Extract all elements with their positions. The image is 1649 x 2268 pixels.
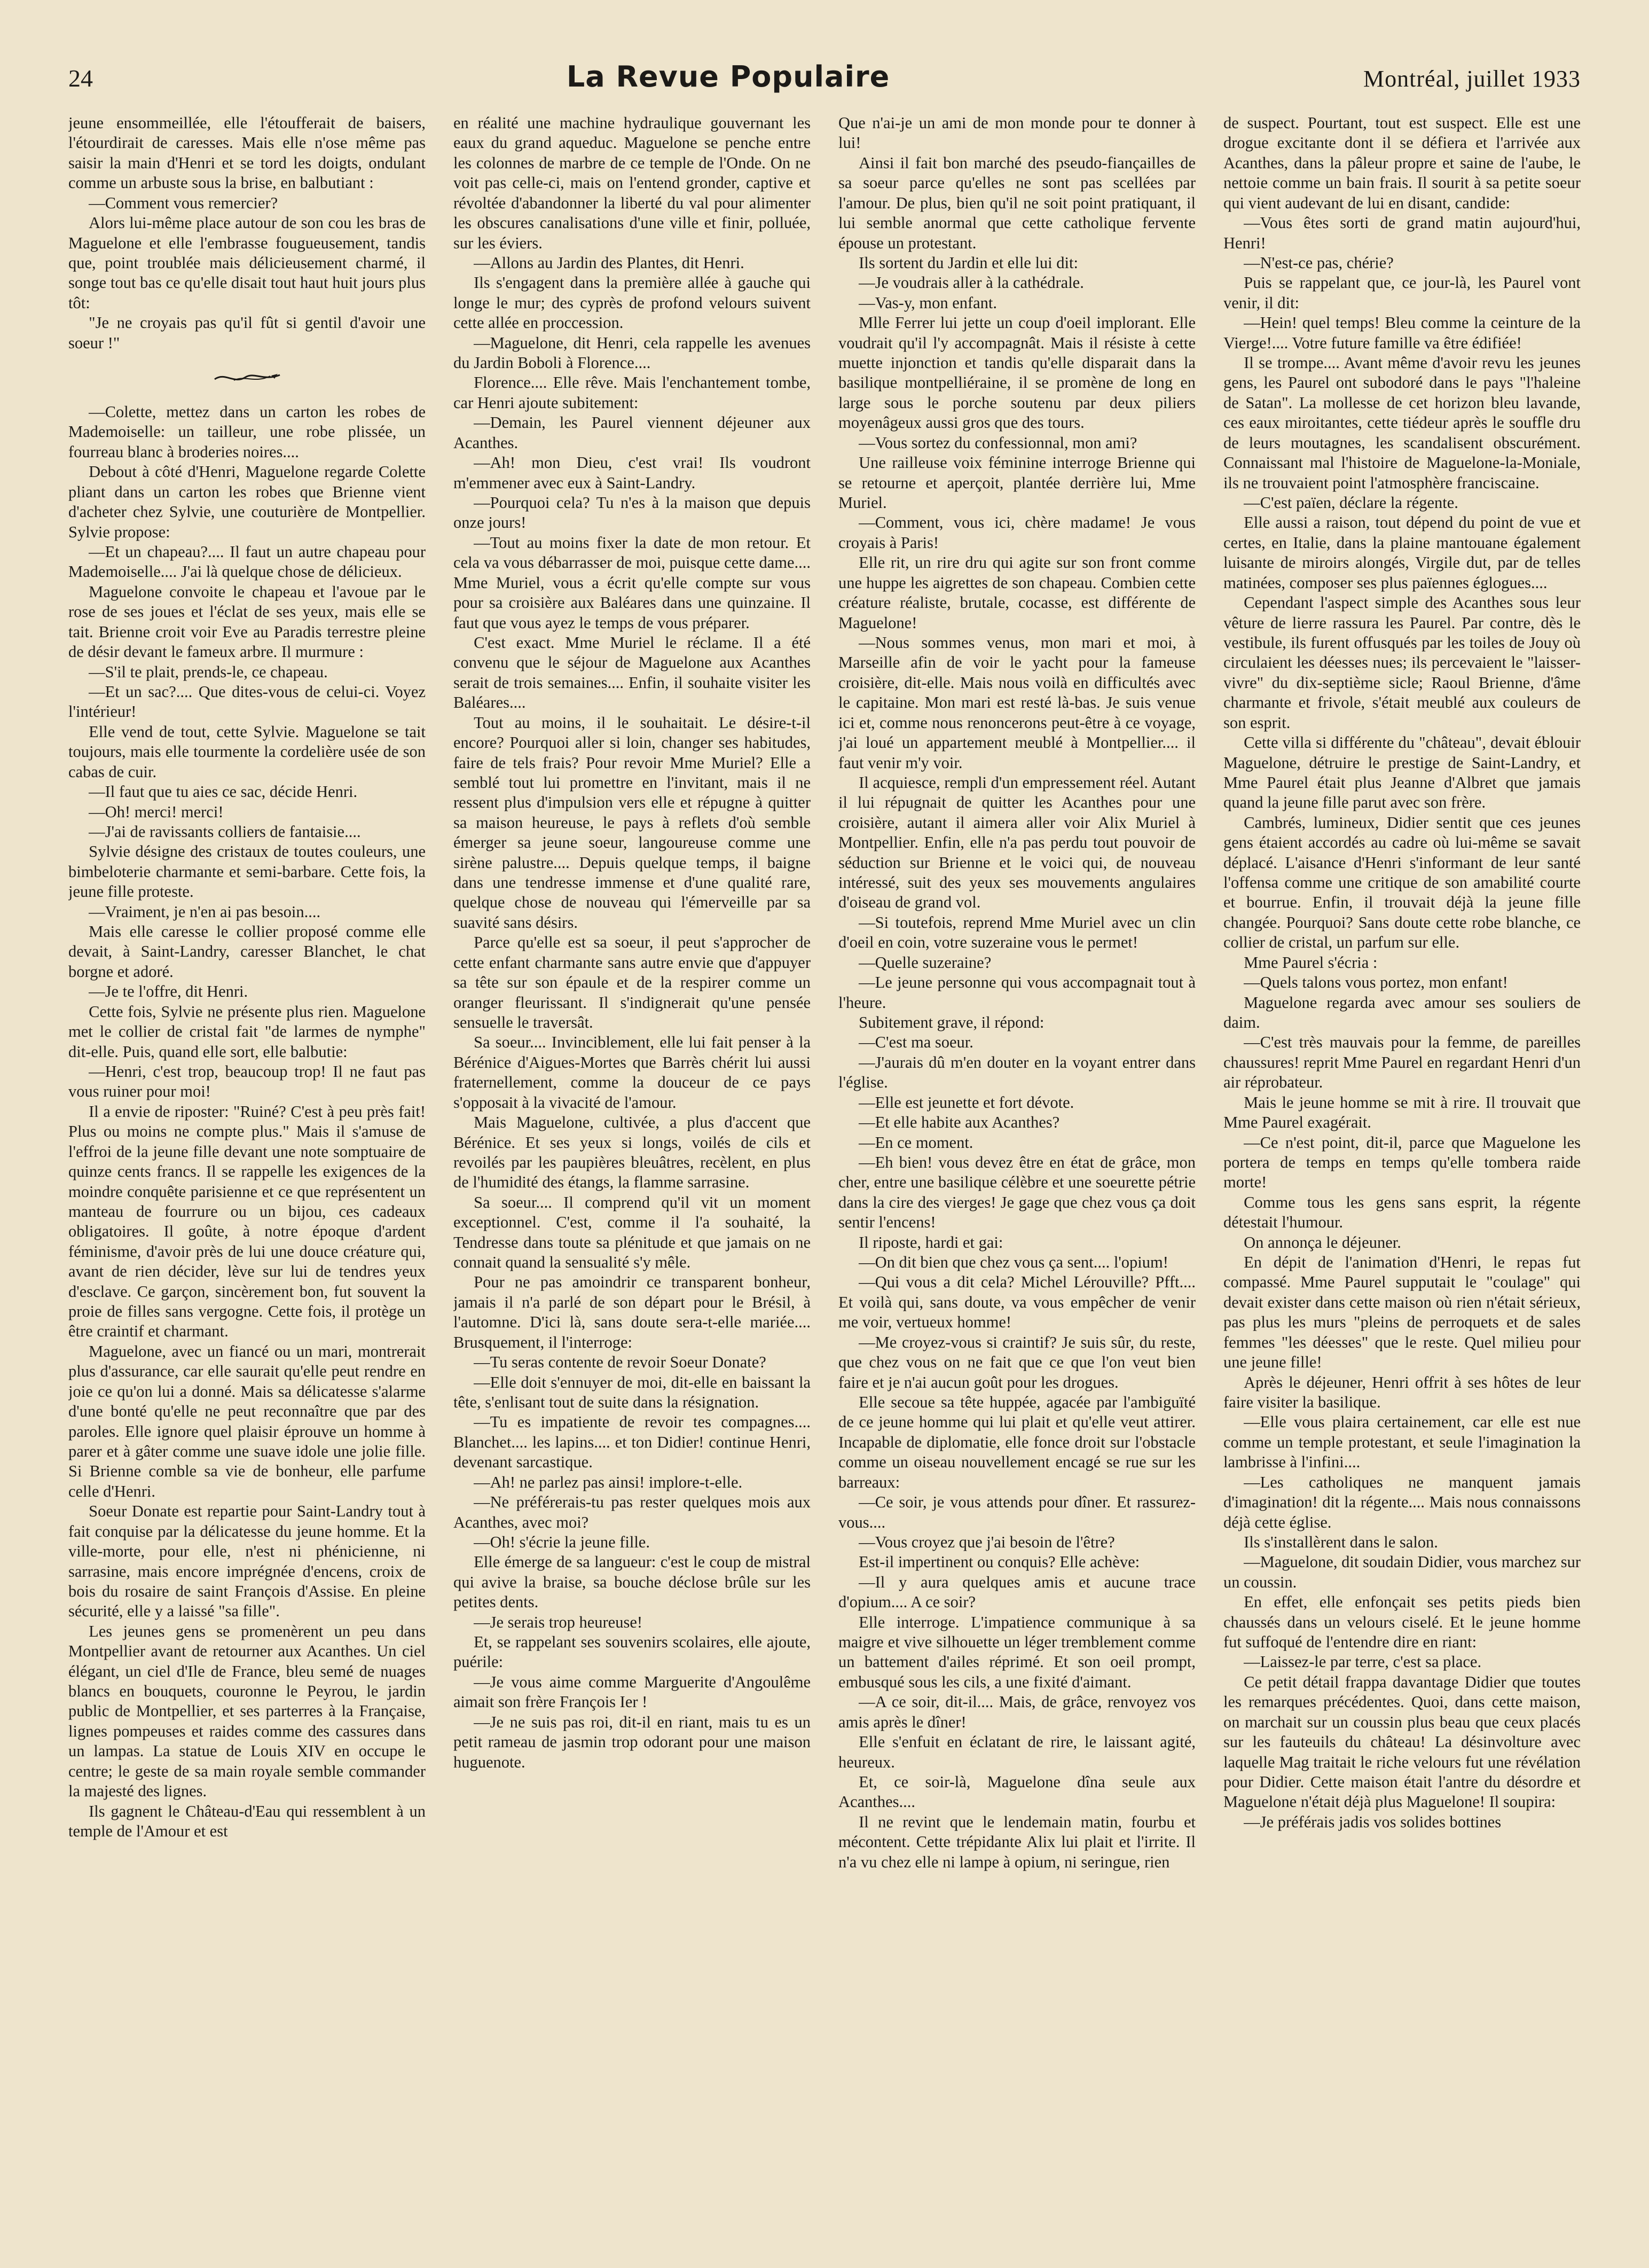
paragraph: Cependant l'aspect simple des Acanthes sous leur vêture de lierre rassura les Paurel. Par contre, dès le vestibule, ils furent offusqués par les toiles de Jouy où circulaient les déesses nues; ils percevaient le "laisser-vivre" du dix-septième sicle; Raoul Brienne, d'âme charmante et frivole, s'était meublé aux couleurs de son esprit. — [1223, 593, 1581, 732]
paragraph: Elle interroge. L'impatience communique à sa maigre et vive silhouette un léger tremblement comme un battement d'ailes réprimé. Et son oeil prompt, embusqué sous les cils, a une fixité d'aimant. — [838, 1613, 1196, 1691]
paragraph: Mais elle caresse le collier proposé comme elle devait, à Saint-Landry, caresser Blanchet, le chat borgne et adoré. — [68, 922, 426, 981]
paragraph: Que n'ai-je un ami de mon monde pour te donner à lui! — [838, 114, 1196, 152]
paragraph: Pour ne pas amoindrir ce transparent bonheur, jamais il n'a parlé de son départ pour le Brésil, à l'automne. D'ici là, sans doute sera-t-elle mariée.... Brusquement, il l'interroge: — [453, 1273, 811, 1351]
paragraph: en réalité une machine hydraulique gouvernant les eaux du grand aqueduc. Maguelone se penche entre les colonnes de marbre de ce temple de l'Onde. On ne voit pas celle-ci, mais on l'entend gronder, captive et révoltée d'abandonner la liberté du val pour alimenter les obscures canalisations d'une ville et finir, polluée, sur les éviers. — [453, 114, 811, 252]
paragraph: Sa soeur.... Invinciblement, elle lui fait penser à la Bérénice d'Aigues-Mortes que Barrès chérit lui aussi fraternellement, comme la douceur de ce pays s'opposait à la vivacité de l'amour. — [453, 1033, 811, 1112]
paragraph: jeune ensommeillée, elle l'étoufferait de baisers, l'étourdirait de caresses. Mais elle n'ose même pas saisir la main d'Henri et se tord les doigts, ondulant comme un arbuste sous la brise, en balbutiant : — [68, 114, 426, 192]
column-4 — [1223, 113, 1581, 2228]
paragraph: —Je voudrais aller à la cathédrale. — [859, 273, 1084, 292]
paragraph: Et, se rappelant ses souvenirs scolaires, elle ajoute, puérile: — [453, 1633, 811, 1671]
paragraph: Maguelone regarda avec amour ses souliers de daim. — [1223, 993, 1581, 1031]
paragraph: —Vas-y, mon enfant. — [859, 293, 998, 312]
paragraph: On annonça le déjeuner. — [1244, 1233, 1401, 1252]
paragraph: —Hein! quel temps! Bleu comme la ceinture de la Vierge!.... Votre future famille va être édifiée! — [1223, 314, 1581, 352]
paragraph: —En ce moment. — [859, 1133, 973, 1152]
column-2 — [453, 113, 811, 2228]
paragraph: —Ce soir, je vous attends pour dîner. Et rassurez-vous.... — [838, 1493, 1196, 1531]
paragraph: Il ne revint que le lendemain matin, fourbu et mécontent. Cette trépidante Alix lui plait et l'irrite. Il n'a vu chez elle ni lampe à opium, ni seringue, rien — [838, 1812, 1196, 1871]
paragraph: Mais Maguelone, cultivée, a plus d'accent que Bérénice. Et ses yeux si longs, voilés de cils et revoilés par les paupières bleuâtres, recèlent, en plus de l'humidité des étangs, la flamme sarrasine. — [453, 1113, 811, 1192]
paragraph: Sa soeur.... Il comprend qu'il vit un moment exceptionnel. C'est, comme il l'a souhaité, la Tendresse dans toute sa plénitude et que jamais on ne connait quand la sensualité s'y mêle. — [453, 1193, 811, 1272]
paragraph: —Quels talons vous portez, mon enfant! — [1244, 973, 1508, 992]
paragraph: Cette fois, Sylvie ne présente plus rien. Maguelone met le collier de cristal fait "de larmes de nymphe" dit-elle. Puis, quand elle sort, elle balbutie: — [68, 1002, 426, 1061]
paragraph: —J'aurais dû m'en douter en la voyant entrer dans l'église. — [838, 1053, 1196, 1092]
paragraph: —Laissez-le par terre, c'est sa place. — [1244, 1653, 1482, 1671]
paragraph: —Vous êtes sorti de grand matin aujourd'hui, Henri! — [1223, 214, 1581, 252]
paragraph: Une railleuse voix féminine interroge Brienne qui se retourne et aperçoit, plantée derrière lui, Mme Muriel. — [838, 453, 1196, 512]
column-3 — [838, 113, 1196, 2228]
paragraph: —Ne préférerais-tu pas rester quelques mois aux Acanthes, avec moi? — [453, 1493, 811, 1531]
paragraph: Cambrés, lumineux, Didier sentit que ces jeunes gens étaient accordés au cadre où lui-même se savait déplacé. L'aisance d'Henri s'informant de leur santé l'offensa comme une critique de son amabilité courte et bourrue. Enfin, il trouvait déjà la jeune fille changée. Pourquoi? Sans doute cette robe blanche, ce collier de cristal, un parfum sur elle. — [1223, 813, 1581, 952]
paragraph: —Je ne suis pas roi, dit-il en riant, mais tu es un petit rameau de jasmin trop odorant pour une maison huguenote. — [453, 1712, 811, 1771]
paragraph: Florence.... Elle rêve. Mais l'enchantement tombe, car Henri ajoute subitement: — [453, 373, 811, 412]
paragraph: —Ah! ne parlez pas ainsi! implore-t-elle. — [474, 1473, 743, 1491]
paragraph: Et, ce soir-là, Maguelone dîna seule aux Acanthes.... — [838, 1773, 1196, 1811]
paragraph: —A ce soir, dit-il.... Mais, de grâce, renvoyez vos amis après le dîner! — [838, 1693, 1196, 1731]
paragraph: Il se trompe.... Avant même d'avoir revu les jeunes gens, les Paurel ont subodoré dans le pays "l'haleine de Satan". La mollesse de cet horizon bleu lavande, ces eaux miroitantes, cette tiédeur après le souffle dru de leurs moutagnes, les scandalisent obscurément. Connaissant mal l'histoire de Maguelone-la-Moniale, ils ne trouvaient point l'atmosphère franciscaine. — [1223, 354, 1581, 492]
paragraph: Ils sortent du Jardin et elle lui dit: — [859, 253, 1078, 272]
paragraph: —J'ai de ravissants colliers de fantaisie.... — [89, 822, 361, 841]
paragraph: —Tout au moins fixer la date de mon retour. Et cela va vous débarrasser de moi, puisque cette dame.... Mme Muriel, vous a écrit qu'elle compte sur vous pour sa croisière aux Baléares dans une quinzaine. Il faut que vous ayez le temps de vous préparer. — [453, 533, 811, 632]
paragraph: —Maguelone, dit Henri, cela rappelle les avenues du Jardin Boboli à Florence.... — [453, 333, 811, 372]
paragraph: Soeur Donate est repartie pour Saint-Landry tout à fait conquise par la délicatesse du jeune homme. Et la ville-morte, pour elle, n'est ni phénicienne, ni sarrasine, mais encore imprégnée d'encens, croix de bois du rosaire de saint François d'Assise. En pleine sécurité, elle y a laissé "sa fille". — [68, 1502, 426, 1621]
paragraph: —Elle est jeunette et fort dévote. — [859, 1093, 1074, 1112]
page-number: 24 — [68, 65, 93, 92]
paragraph: —Tu seras contente de revoir Soeur Donate? — [474, 1353, 766, 1372]
paragraph: Elle émerge de sa langueur: c'est le coup de mistral qui avive la braise, sa bouche déclose brûle sur les petites dents. — [453, 1553, 811, 1612]
paragraph: —C'est ma soeur. — [859, 1033, 973, 1052]
paragraph: Elle aussi a raison, tout dépend du point de vue et certes, en Italie, dans la plaine mantouane également luisante de miroirs alongés, Virgile dut, par de telles matinées, composer ses plus païennes églogues.... — [1223, 513, 1581, 592]
paragraph: En dépit de l'animation d'Henri, le repas fut compassé. Mme Paurel supputait le "coulage" qui devait exister dans cette maison où rien n'était sérieux, pas plus les murs "pleins de perroquets et de sales femmes "les déesses" que le reste. Quel milieu pour une jeune fille! — [1223, 1253, 1581, 1372]
paragraph: —Pourquoi cela? Tu n'es à la maison que depuis onze jours! — [453, 494, 811, 532]
paragraph: —Comment vous remercier? — [89, 193, 278, 212]
section-ornament-icon — [68, 353, 426, 402]
paragraph: Subitement grave, il répond: — [859, 1013, 1045, 1031]
paragraph: Ainsi il fait bon marché des pseudo-fiançailles de sa soeur parce qu'elles ne sont pas scellées par l'amour. De plus, bien qu'il ne soit point pratiquant, il lui semble anormal que cette catholique fervente épouse un protestant. — [838, 153, 1196, 252]
article-columns — [68, 113, 1581, 2228]
paragraph: Puis se rappelant que, ce jour-là, les Paurel vont venir, il dit: — [1223, 273, 1581, 312]
paragraph: Après le déjeuner, Henri offrit à ses hôtes de leur faire visiter la basilique. — [1223, 1373, 1581, 1411]
paragraph: —Il y aura quelques amis et aucune trace d'opium.... A ce soir? — [838, 1573, 1196, 1612]
paragraph: —Le jeune personne qui vous accompagnait tout à l'heure. — [838, 973, 1196, 1012]
paragraph: —Comment, vous ici, chère madame! Je vous croyais à Paris! — [838, 513, 1196, 552]
paragraph: —Oh! merci! merci! — [89, 802, 224, 821]
paragraph: Les jeunes gens se promenèrent un peu dans Montpellier avant de retourner aux Acanthes. Un ciel élégant, un ciel d'Ile de France, bleu semé de nuages blancs en bouquets, couronne le Peyrou, le jardin public de Montpellier, et ses parterres à la Française, lignes pompeuses et raides comme des cassures dans un lampas. La statue de Louis XIV en occupe le centre; le geste de sa main royale semble commander la majesté des lignes. — [68, 1622, 426, 1801]
paragraph: —Je préférais jadis vos solides bottines — [1244, 1812, 1502, 1831]
paragraph: Tout au moins, il le souhaitait. Le désire-t-il encore? Pourquoi aller si loin, changer ses habitudes, faire de tels frais? Pour revoir Mme Muriel? Elle a semblé tout lui promettre en l'invitant, mais il ne ressent plus d'impulsion vers elle et répugne à quitter sa maison heureuse, le pays à reflets d'où semble émerger sa jeune soeur, langoureuse comme une sirène palustre.... Depuis quelque temps, il baigne dans une tendresse immense et d'une qualité rare, quelque chose de nouveau qui l'émerveille par sa suavité sans désirs. — [453, 713, 811, 932]
paragraph: Est-il impertinent ou conquis? Elle achève: — [859, 1553, 1140, 1571]
paragraph: —Vous sortez du confessionnal, mon ami? — [859, 433, 1137, 452]
paragraph: Mais le jeune homme se mit à rire. Il trouvait que Mme Paurel exagérait. — [1223, 1093, 1581, 1132]
paragraph: —Henri, c'est trop, beaucoup trop! Il ne faut pas vous ruiner pour moi! — [68, 1062, 426, 1101]
paragraph: —Je te l'offre, dit Henri. — [89, 982, 248, 1001]
paragraph: —C'est très mauvais pour la femme, de pareilles chaussures! reprit Mme Paurel en regardant Henri d'un air réprobateur. — [1223, 1033, 1581, 1092]
paragraph: —Vous croyez que j'ai besoin de l'être? — [859, 1532, 1115, 1551]
paragraph: —Et un sac?.... Que dites-vous de celui-ci. Voyez l'intérieur! — [68, 682, 426, 721]
paragraph: C'est exact. Mme Muriel le réclame. Il a été convenu que le séjour de Maguelone aux Acanthes serait de trois semaines.... Enfin, il souhaite visiter les Baléares.... — [453, 633, 811, 712]
paragraph: En effet, elle enfonçait ses petits pieds bien chaussés dans un velours ciselé. Et le jeune homme fut suffoqué de l'entendre dire en riant: — [1223, 1593, 1581, 1652]
paragraph: Elle secoue sa tête huppée, agacée par l'ambiguïté de ce jeune homme qui lui plait et qu'elle veut attirer. Incapable de diplomatie, elle fonce droit sur l'obstacle comme un oiseau nouvellement encagé se rue sur les barreaux: — [838, 1393, 1196, 1491]
paragraph: Comme tous les gens sans esprit, la régente détestait l'humour. — [1223, 1193, 1581, 1232]
paragraph: Cette villa si différente du "château", devait éblouir Maguelone, détruire le prestige de Saint-Landry, et Mme Paurel était plus Jeanne d'Albret que jamais quand la jeune fille parut avec son frère. — [1223, 733, 1581, 812]
paragraph: Ce petit détail frappa davantage Didier que toutes les remarques précédentes. Quoi, dans cette maison, on marchait sur un coussin plus beau que ceux placés sur les fauteuils du château! La désinvolture avec laquelle Mag traitait le riche velours fut une révélation pour Didier. Cette maison était l'antre du désordre et Maguelone n'était déjà plus Maguelone! Il soupira: — [1223, 1672, 1581, 1811]
paragraph: —Qui vous a dit cela? Michel Lérouville? Pfft.... Et voilà qui, sans doute, va vous empêcher de venir me voir, vertueux homme! — [838, 1273, 1196, 1332]
paragraph: —Oh! s'écrie la jeune fille. — [474, 1532, 650, 1551]
paragraph: —Allons au Jardin des Plantes, dit Henri. — [474, 253, 744, 272]
paragraph: —Et elle habite aux Acanthes? — [859, 1113, 1060, 1132]
paragraph: —Il faut que tu aies ce sac, décide Henri. — [89, 783, 358, 801]
paragraph: —Me croyez-vous si craintif? Je suis sûr, du reste, que chez vous on ne fait que ce que l'on veut bien faire et je n'ai aucun goût pour les drogues. — [838, 1333, 1196, 1391]
paragraph: —Vraiment, je n'en ai pas besoin.... — [89, 902, 321, 921]
paragraph: Ils s'installèrent dans le salon. — [1244, 1532, 1438, 1551]
paragraph: —S'il te plait, prends-le, ce chapeau. — [89, 662, 328, 681]
paragraph: Parce qu'elle est sa soeur, il peut s'approcher de cette enfant charmante sans autre envie que d'appuyer sa tête sur son épaule et de la respirer comme un oranger fleurissant. Il s'indignerait qu'une pensée sensuelle le traversât. — [453, 933, 811, 1031]
paragraph: Il acquiesce, rempli d'un empressement réel. Autant il lui répugnait de quitter les Acanthes pour une croisière, autant il aimera aller voir Alix Muriel à Montpellier. Enfin, elle n'a pas perdu tout pouvoir de séduction sur Brienne et le voici qui, de nouveau intéressé, suit des yeux ses mouvements angulaires d'oiseau de grand vol. — [838, 773, 1196, 912]
paragraph: de suspect. Pourtant, tout est suspect. Elle est une drogue excitante dont il se défiera et l'arrivée aux Acanthes, dans la pâleur propre et saine de l'aube, le nettoie comme un bain frais. Il sourit à sa petite soeur qui vient audevant de lui en disant, candide: — [1223, 114, 1581, 212]
paragraph: —Ah! mon Dieu, c'est vrai! Ils voudront m'emmener avec eux à Saint-Landry. — [453, 453, 811, 492]
paragraph: —Si toutefois, reprend Mme Muriel avec un clin d'oeil en coin, votre suzeraine vous le permet! — [838, 913, 1196, 952]
paragraph: —Les catholiques ne manquent jamais d'imagination! dit la régente.... Mais nous connaissons déjà cette église. — [1223, 1473, 1581, 1531]
page-header — [68, 60, 1581, 103]
paragraph: —Elle doit s'ennuyer de moi, dit-elle en baissant la tête, s'enlisant tout de suite dans la résignation. — [453, 1373, 811, 1411]
paragraph: Alors lui-même place autour de son cou les bras de Maguelone et elle l'embrasse fougueusement, tandis que, point troublée mais délicieusement charmé, il songe tout bas ce qu'elle disait tout haut huit jours plus tôt: — [68, 214, 426, 312]
paragraph: Mlle Ferrer lui jette un coup d'oeil implorant. Elle voudrait qu'il l'y accompagnât. Mais il résiste à cette muette injonction et tandis qu'elle disparait dans la basilique montpelliéraine, il se promène de long en large sous le porche soutenu par deux piliers moyenâgeux aussi gros que des tours. — [838, 314, 1196, 432]
paragraph: Mme Paurel s'écria : — [1244, 953, 1378, 972]
paragraph: —Ce n'est point, dit-il, parce que Maguelone les portera de temps en temps qu'elle tombera raide morte! — [1223, 1133, 1581, 1192]
paragraph: —Et un chapeau?.... Il faut un autre chapeau pour Mademoiselle.... J'ai là quelque chose de délicieux. — [68, 543, 426, 581]
paragraph: Maguelone convoite le chapeau et l'avoue par le rose de ses joues et l'éclat de ses yeux, mais elle se tait. Brienne croit voir Eve au Paradis terrestre pleine de désir devant le fameux arbre. Il murmure : — [68, 582, 426, 661]
paragraph: —N'est-ce pas, chérie? — [1244, 253, 1394, 272]
paragraph: Maguelone, avec un fiancé ou un mari, montrerait plus d'assurance, car elle saurait qu'elle peut rendre en joie ce qu'on lui a donné. Mais sa délicatesse s'alarme d'une bonté qu'elle ne peut reconnaître que par des paroles. Elle ignore quel plaisir éprouve un homme à parer et à gâter comme une suave idole une jolie fille. Si Brienne comble sa vie de bonheur, elle parfume celle d'Henri. — [68, 1342, 426, 1500]
paragraph: —Elle vous plaira certainement, car elle est nue comme un temple protestant, et seule l'imagination la lambrisse à l'infini.... — [1223, 1413, 1581, 1472]
paragraph: Debout à côté d'Henri, Maguelone regarde Colette pliant dans un carton les robes que Brienne vient d'acheter chez Sylvie, une couturière de Montpellier. Sylvie propose: — [68, 463, 426, 541]
paragraph: Il a envie de riposter: "Ruiné? C'est à peu près fait! Plus ou moins ne compte plus." Mais il s'amuse de l'effroi de la jeune fille devant une note somptuaire de quinze cents francs. Il se rappelle les exigences de la moindre conquête parisienne et ce que représentent un manteau de fourrure ou un bijou, ces cadeaux obligatoires. Il goûte, à notre époque d'ardent féminisme, d'avoir près de lui une douce créature qui, avant de rien décider, lève sur lui de tendres yeux d'esclave. Ce garçon, sincèrement bon, fut souvent la proie de filles sans vergogne. Cette fois, il protège un être craintif et charmant. — [68, 1102, 426, 1341]
paragraph: "Je ne croyais pas qu'il fût si gentil d'avoir une soeur !" — [68, 314, 426, 352]
paragraph: Il riposte, hardi et gai: — [859, 1233, 1003, 1252]
column-1 — [68, 113, 426, 2228]
paragraph: —Maguelone, dit soudain Didier, vous marchez sur un coussin. — [1223, 1553, 1581, 1591]
paragraph: —Demain, les Paurel viennent déjeuner aux Acanthes. — [453, 413, 811, 452]
paragraph: Elle rit, un rire dru qui agite sur son front comme une huppe les aigrettes de son chapeau. Combien cette créature réaliste, brutale, cocasse, est différente de Maguelone! — [838, 553, 1196, 632]
paragraph: Sylvie désigne des cristaux de toutes couleurs, une bimbeloterie charmante et semi-barbare. Cette fois, la jeune fille proteste. — [68, 842, 426, 901]
paragraph: Ils gagnent le Château-d'Eau qui ressemblent à un temple de l'Amour et est — [68, 1802, 426, 1841]
paragraph: —Colette, mettez dans un carton les robes de Mademoiselle: un tailleur, une robe plissée, un fourreau blanc à broderies noires.... — [68, 403, 426, 461]
paragraph: —Nous sommes venus, mon mari et moi, à Marseille afin de voir le yacht pour la fameuse croisière, dit-elle. Mais nous voilà en difficultés avec le capitaine. Mon mari est resté là-bas. Je suis venue ici et, comme nous renoncerons peut-être à ce voyage, j'ai loué un appartement meublé à Montpellier.... il faut venir m'y voir. — [838, 633, 1196, 772]
paragraph: Ils s'engagent dans la première allée à gauche qui longe le mur; des cyprès de profond velours suivent cette allée en proccession. — [453, 273, 811, 332]
paragraph: Elle vend de tout, cette Sylvie. Maguelone se tait toujours, mais elle tourmente la cordelière usée de son cabas de cuir. — [68, 722, 426, 781]
paragraph: —Quelle suzeraine? — [859, 953, 992, 972]
paragraph: —Tu es impatiente de revoir tes compagnes.... Blanchet.... les lapins.... et ton Didier! continue Henri, devenant sarcastique. — [453, 1413, 811, 1472]
paragraph: Elle s'enfuit en éclatant de rire, le laissant agité, heureux. — [838, 1733, 1196, 1771]
paragraph: —Je vous aime comme Marguerite d'Angoulême aimait son frère François Ier ! — [453, 1672, 811, 1711]
paragraph: —On dit bien que chez vous ça sent.... l'opium! — [859, 1253, 1168, 1272]
paragraph: —Je serais trop heureuse! — [474, 1613, 643, 1631]
paragraph: —Eh bien! vous devez être en état de grâce, mon cher, entre une basilique célèbre et une soeurette pétrie dans la cire des vierges! Je gage que chez vous ça doit sentir l'encens! — [838, 1153, 1196, 1232]
paragraph: —C'est païen, déclare la régente. — [1244, 494, 1458, 512]
publication-title: La Revue Populaire — [566, 60, 890, 93]
dateline: Montréal, juillet 1933 — [1363, 66, 1581, 92]
